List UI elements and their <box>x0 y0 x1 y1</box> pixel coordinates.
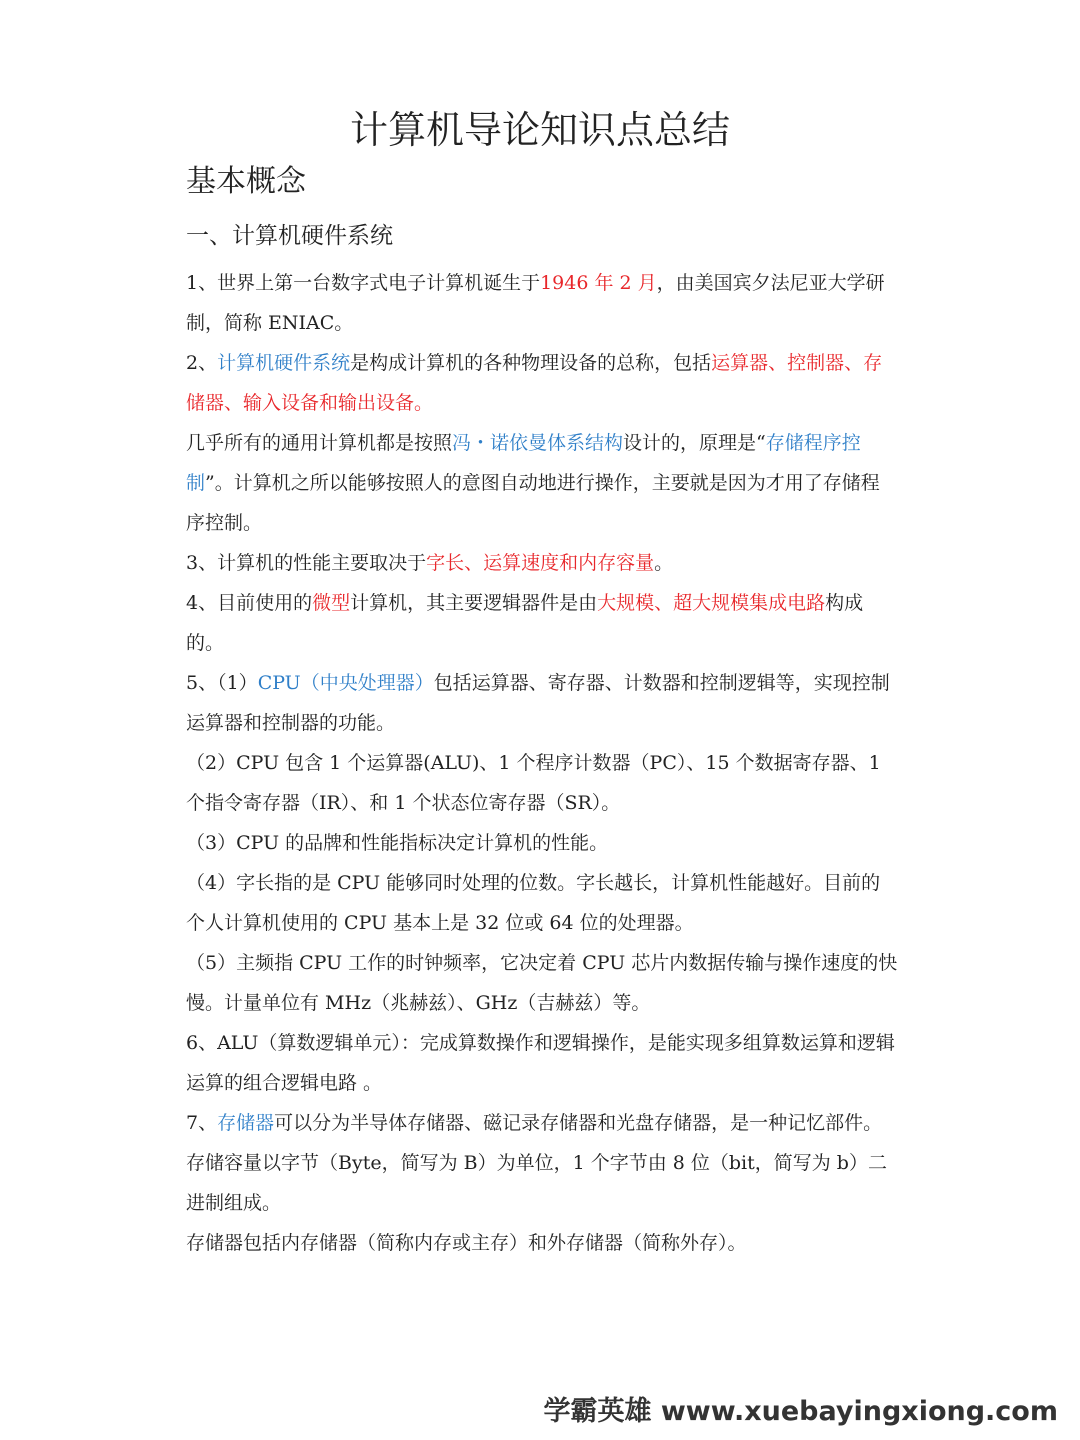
paragraph-4: 3、计算机的性能主要取决于字长、运算速度和内存容量。 <box>186 552 674 574</box>
paragraph-1: 1、世界上第一台数字式电子计算机诞生于1946 年 2 月，由美国宾夕法尼亚大学研制，简称 ENIAC。 <box>186 272 885 334</box>
paragraph-2: 2、计算机硬件系统是构成计算机的各种物理设备的总称，包括运算器、控制器、存储器、输入设备和输出设备。 <box>186 352 883 414</box>
highlight-micro: 微型 <box>312 592 351 614</box>
paragraph-3: 几乎所有的通用计算机都是按照冯・诺依曼体系结构设计的，原理是“存储程序控制”。计算机之所以能够按照人的意图自动地进行操作，主要就是因为才用了存储程序控制。 <box>186 432 880 534</box>
footer-watermark: 学霸英雄 www.xuebayingxiong.com <box>543 1396 1058 1427</box>
subsection-heading: 一、计算机硬件系统 <box>186 223 393 249</box>
highlight-von-neumann: 冯・诺依曼体系结构 <box>452 432 624 454</box>
section-heading: 基本概念 <box>186 164 306 199</box>
document-body <box>186 263 898 1263</box>
paragraph-12: 7、存储器可以分为半导体存储器、磁记录存储器和光盘存储器，是一种记忆部件。存储容量以字节（Byte，简写为 B）为单位，1 个字节由 8 位（bit，简写为 b）二进制组成。 <box>186 1112 887 1214</box>
paragraph-7: （2）CPU 包含 1 个运算器(ALU)、1 个程序计数器（PC）、15 个数据寄存器、1 个指令寄存器（IR）、和 1 个状态位寄存器（SR）。 <box>186 752 881 814</box>
highlight-date: 1946 年 2 月 <box>540 272 657 294</box>
paragraph-10: （5）主频指 CPU 工作的时钟频率，它决定着 CPU 芯片内数据传输与操作速度的快慢。计量单位有 MHz（兆赫兹）、GHz（吉赫兹）等。 <box>186 952 898 1014</box>
highlight-hardware-system: 计算机硬件系统 <box>217 352 351 374</box>
paragraph-9: （4）字长指的是 CPU 能够同时处理的位数。字长越长，计算机性能越好。目前的个人计算机使用的 CPU 基本上是 32 位或 64 位的处理器。 <box>186 872 881 934</box>
paragraph-6: 5、（1）CPU（中央处理器）包括运算器、寄存器、计数器和控制逻辑等，实现控制运算器和控制器的功能。 <box>186 672 890 734</box>
highlight-performance: 字长、运算速度和内存容量 <box>426 552 655 574</box>
highlight-memory: 存储器 <box>217 1112 275 1134</box>
highlight-components: 运算器、控制器、存储器、输入设备和输出设备。 <box>186 352 883 414</box>
highlight-stored-program: 存储程序控制 <box>186 432 861 494</box>
highlight-cpu: CPU（中央处理器） <box>257 672 434 694</box>
paragraph-8: （3）CPU 的品牌和性能指标决定计算机的性能。 <box>186 832 609 854</box>
paragraph-13: 存储器包括内存储器（简称内存或主存）和外存储器（简称外存）。 <box>186 1232 747 1254</box>
paragraph-11: 6、ALU（算数逻辑单元）：完成算数操作和逻辑操作，是能实现多组算数运算和逻辑运算的组合逻辑电路 。 <box>186 1032 895 1094</box>
document-title: 计算机导论知识点总结 <box>349 108 730 152</box>
highlight-integrated-circuit: 大规模、超大规模集成电路 <box>597 592 826 614</box>
paragraph-5: 4、目前使用的微型计算机，其主要逻辑器件是由大规模、超大规模集成电路构成的。 <box>186 592 864 654</box>
